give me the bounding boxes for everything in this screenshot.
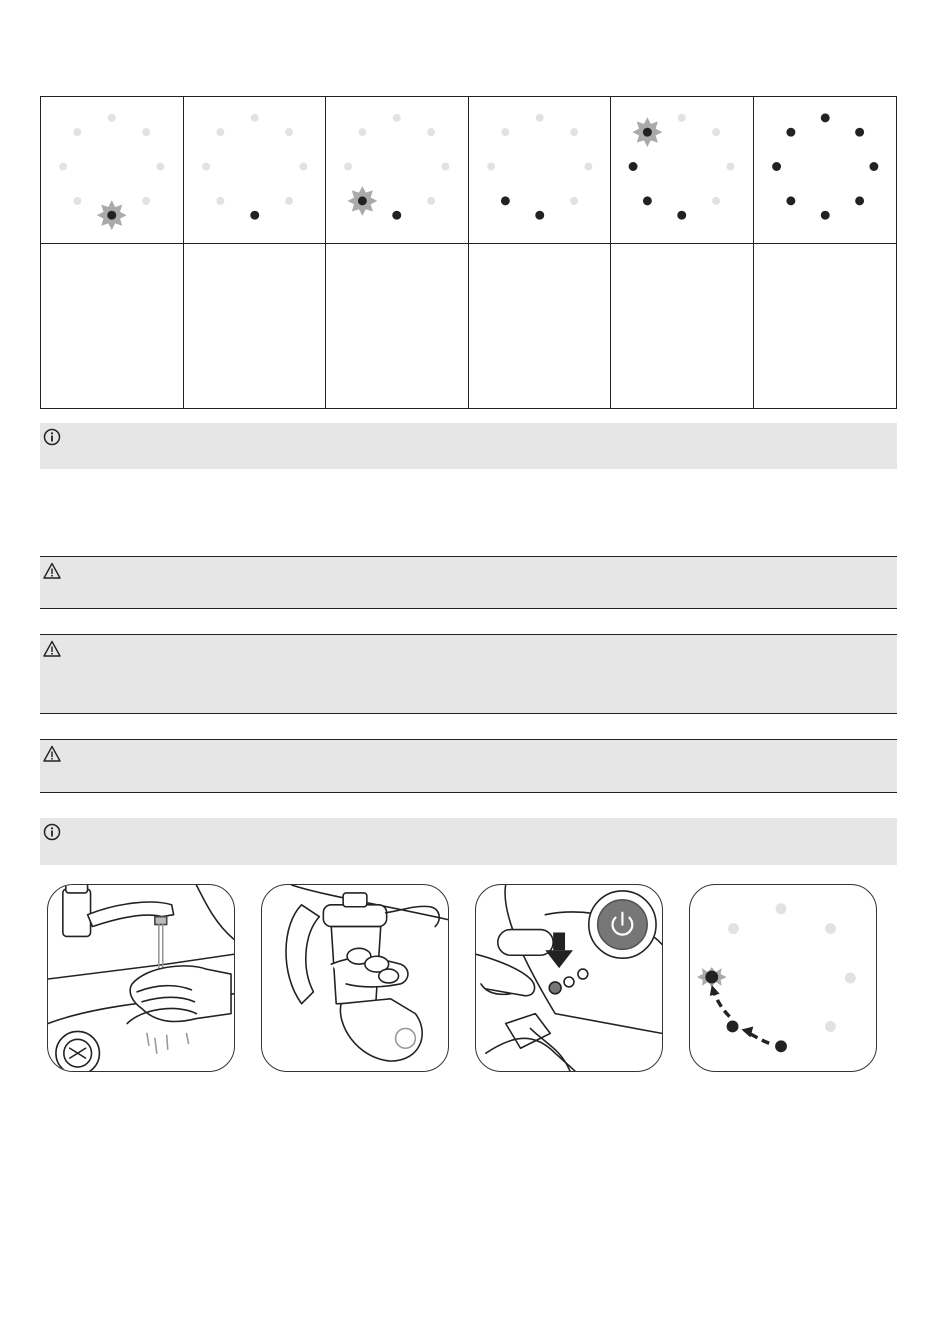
- led-dot-off: [250, 114, 258, 122]
- led-dot-on: [358, 196, 367, 205]
- led-dot-off: [202, 163, 210, 171]
- led-dot-on: [677, 211, 686, 220]
- led-dot-off: [285, 128, 293, 136]
- led-progress-icon: [690, 885, 876, 1071]
- led-dot-off: [487, 163, 495, 171]
- led-dot-on: [500, 196, 509, 205]
- led-dot-off: [712, 197, 720, 205]
- breast-pump-assembly-icon: [262, 885, 448, 1071]
- led-dot-off: [678, 114, 686, 122]
- led-dot-on: [820, 211, 829, 220]
- led-dot-off: [108, 114, 116, 122]
- led-dot-on: [820, 113, 829, 122]
- step-illustration-2: [261, 884, 449, 1072]
- led-dot-off: [570, 128, 578, 136]
- led-stage-5: [611, 97, 754, 244]
- led-stage-6: [754, 97, 897, 244]
- warning-icon: [42, 744, 62, 764]
- step-illustration-3: [475, 884, 663, 1072]
- led-dot-off: [501, 128, 509, 136]
- led-dot-on: [107, 211, 116, 220]
- led-stage-3: [326, 97, 469, 244]
- led-ring: [326, 97, 468, 243]
- led-dot-off: [344, 163, 352, 171]
- led-dot-on: [772, 162, 781, 171]
- led-ring: [469, 97, 611, 243]
- led-dot-off: [358, 128, 366, 136]
- led-dot-on: [855, 128, 864, 137]
- led-dot-off: [535, 114, 543, 122]
- warning-note-3: [40, 739, 897, 793]
- led-ring: [611, 97, 753, 243]
- led-stage-5-description: [611, 244, 754, 408]
- led-dot-off: [441, 163, 449, 171]
- step-illustration-1: [47, 884, 235, 1072]
- led-dot-off: [427, 128, 435, 136]
- led-ring: [754, 97, 897, 243]
- led-dot-off: [156, 163, 164, 171]
- led-dot-off: [299, 163, 307, 171]
- led-dot-off: [216, 197, 224, 205]
- led-dot-off: [726, 163, 734, 171]
- led-dot-off: [142, 197, 150, 205]
- warning-icon: [42, 561, 62, 581]
- led-dot-on: [869, 162, 878, 171]
- info-icon: [42, 822, 62, 842]
- led-dot-off: [570, 197, 578, 205]
- info-icon: [42, 427, 62, 447]
- led-stage-1-description: [41, 244, 184, 408]
- led-stage-4-description: [469, 244, 612, 408]
- led-stage-4: [469, 97, 612, 244]
- led-dot-off: [73, 128, 81, 136]
- led-dot-on: [643, 128, 652, 137]
- info-note-2: [40, 818, 897, 865]
- warning-icon: [42, 639, 62, 659]
- led-stage-1: [41, 97, 184, 244]
- led-dot-on: [855, 196, 864, 205]
- led-dot-on: [643, 196, 652, 205]
- led-ring: [41, 97, 183, 243]
- led-ring: [184, 97, 326, 243]
- led-stage-2-description: [184, 244, 327, 408]
- led-dot-off: [73, 197, 81, 205]
- led-dot-on: [786, 128, 795, 137]
- led-dot-off: [712, 128, 720, 136]
- led-dot-off: [216, 128, 224, 136]
- led-stage-2: [184, 97, 327, 244]
- led-dot-on: [786, 196, 795, 205]
- power-button-press-icon: [476, 885, 662, 1071]
- warning-note-2: [40, 634, 897, 714]
- hand-washing-icon: [48, 885, 234, 1071]
- led-dot-off: [393, 114, 401, 122]
- led-stage-6-description: [754, 244, 897, 408]
- led-dot-on: [250, 211, 259, 220]
- led-dot-off: [142, 128, 150, 136]
- warning-note-1: [40, 556, 897, 609]
- led-dot-on: [629, 162, 638, 171]
- led-sequence-table: [40, 96, 897, 409]
- led-dot-on: [535, 211, 544, 220]
- led-stage-3-description: [326, 244, 469, 408]
- step-illustration-4: [689, 884, 877, 1072]
- info-note: [40, 423, 897, 469]
- led-dot-on: [392, 211, 401, 220]
- led-dot-off: [285, 197, 293, 205]
- led-dot-off: [584, 163, 592, 171]
- led-dot-off: [59, 163, 67, 171]
- led-dot-off: [427, 197, 435, 205]
